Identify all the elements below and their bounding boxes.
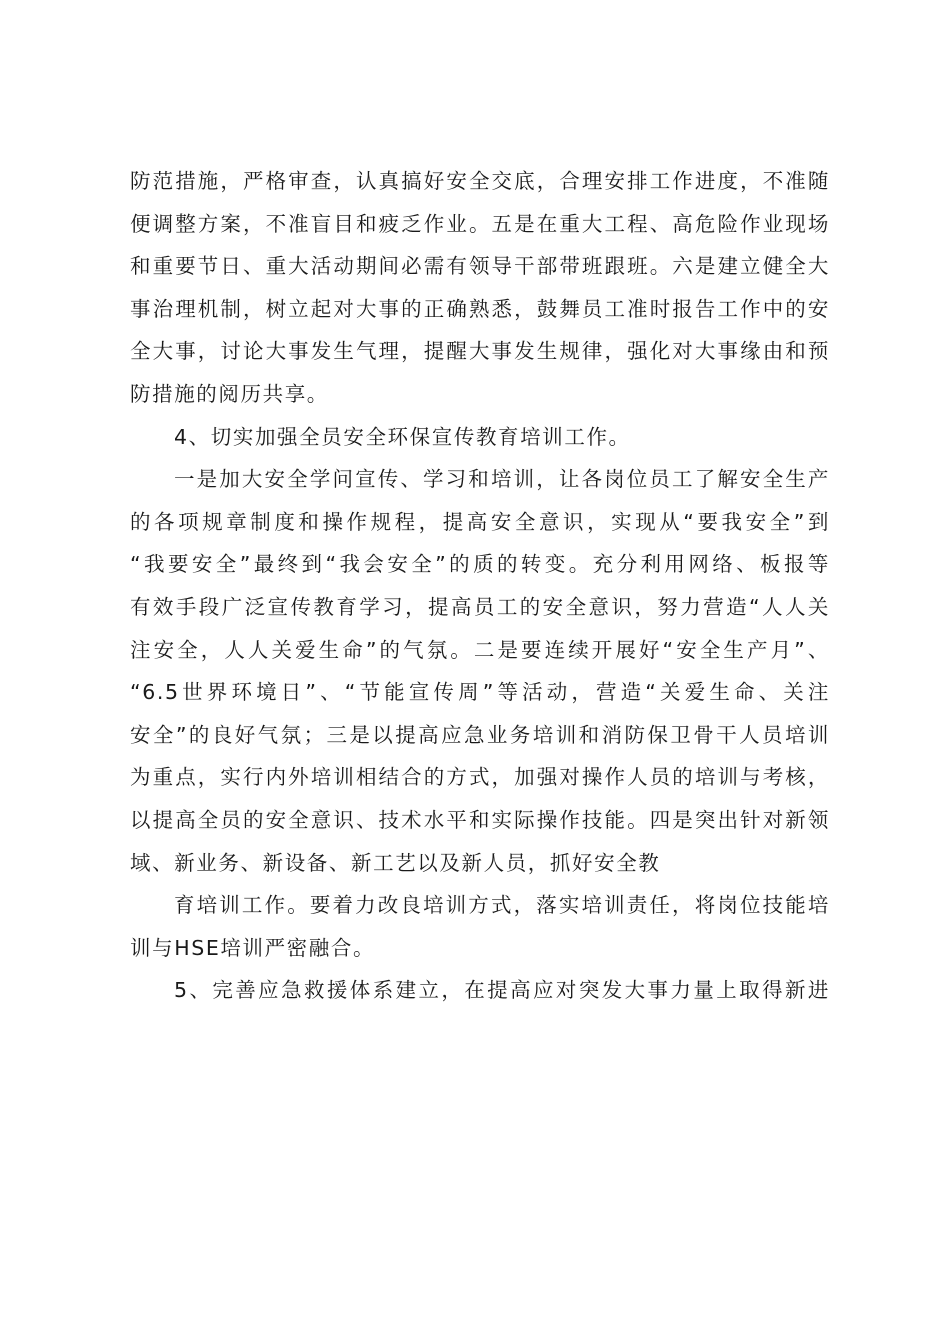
text-line: 注安全，人人关爱生命”的气氛。二是要连续开展好“安全生产月”、 (130, 637, 830, 662)
section-heading: 5、完善应急救援体系建立，在提高应对突发大事力量上取得新进 (174, 978, 830, 1003)
document-body (130, 160, 830, 1012)
text-line: 全大事，讨论大事发生气理，提醒大事发生规律，强化对大事缘由和预 (130, 339, 830, 364)
text-line: 的各项规章制度和操作规程，提高安全意识，实现从“要我安全”到 (130, 509, 830, 534)
text-line: 以提高全员的安全意识、技术水平和实际操作技能。四是突出针对新领 (130, 807, 830, 832)
section-heading: 4、切实加强全员安全环保宣传教育培训工作。 (174, 424, 631, 449)
text-line: “我要安全”最终到“我会安全”的质的转变。充分利用网络、板报等 (130, 552, 830, 577)
text-line: 训与HSE培训严密融合。 (130, 935, 376, 960)
text-line: 安全”的良好气氛；三是以提高应急业务培训和消防保卫骨干人员培训 (130, 722, 830, 747)
text-line: 事治理机制，树立起对大事的正确熟悉，鼓舞员工准时报告工作中的安 (130, 296, 830, 321)
text-line: 和重要节日、重大活动期间必需有领导干部带班跟班。六是建立健全大 (130, 254, 830, 279)
text-line: 域、新业务、新设备、新工艺以及新人员，抓好安全教 (130, 850, 661, 875)
text-line: 有效手段广泛宣传教育学习，提高员工的安全意识，努力营造“人人关 (130, 594, 830, 619)
text-line: “6.5世界环境日”、“节能宣传周”等活动，营造“关爱生命、关注 (130, 680, 830, 705)
text-line: 防措施的阅历共享。 (130, 381, 329, 406)
text-line: 育培训工作。要着力改良培训方式，落实培训责任，将岗位技能培 (174, 893, 830, 918)
text-line: 防范措施，严格审查，认真搞好安全交底，合理安排工作进度，不准随 (130, 169, 830, 193)
text-line: 为重点，实行内外培训相结合的方式，加强对操作人员的培训与考核， (130, 765, 830, 790)
text-line: 一是加大安全学问宣传、学习和培训，让各岗位员工了解安全生产 (174, 467, 830, 492)
text-line: 便调整方案，不准盲目和疲乏作业。五是在重大工程、高危险作业现场 (130, 211, 830, 236)
